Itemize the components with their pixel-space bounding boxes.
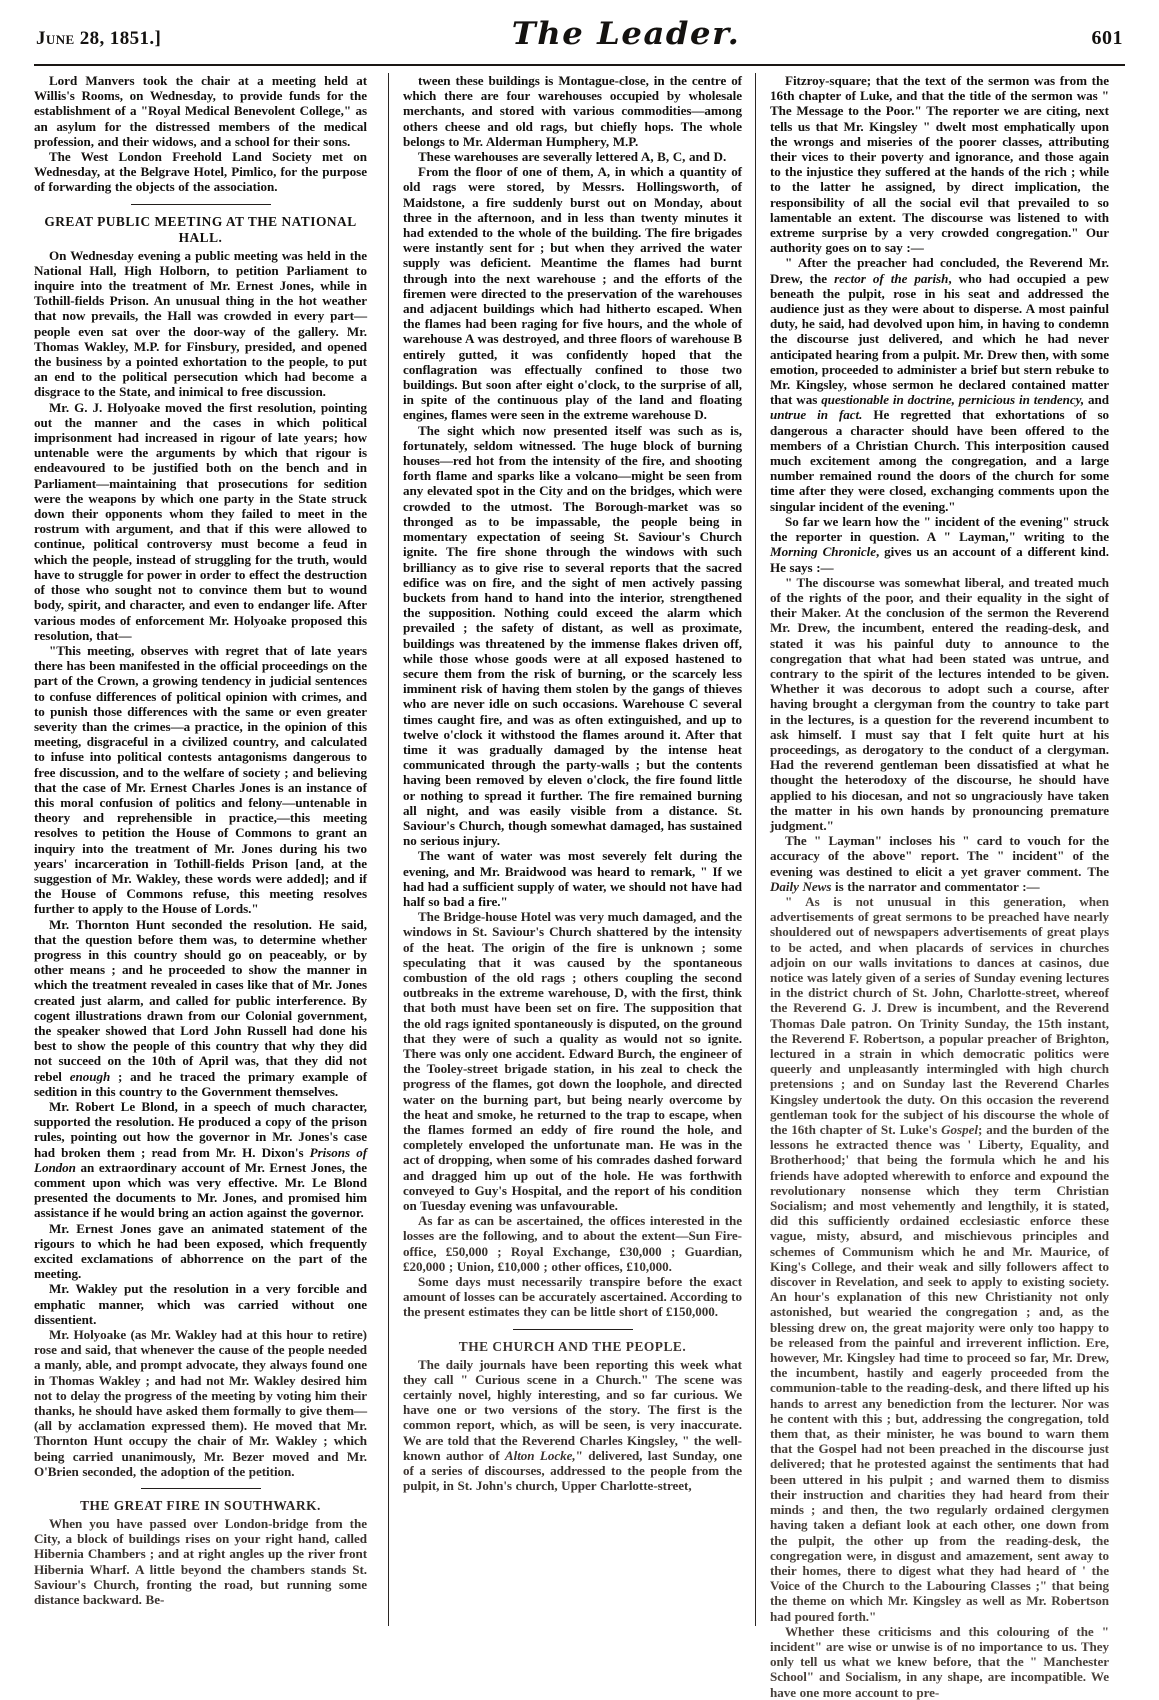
paragraph: So far we learn how the " incident of the evening" struck the reporter in question. A " Layman," writing to the Morning Chronicle, gives us an account of a different kind. He says :—: [770, 513, 1109, 575]
paragraph: The " Layman" incloses his " card to vouch for the accuracy of the above" report. The " incident" of the evening was destined to elicit a yet graver comment. The Daily News is the narrator and commentator :—: [770, 833, 1109, 894]
paragraph: The want of water was most severely felt during the evening, and Mr. Braidwood was heard to remark, " If we had had a sufficient supply of water, we should not have had half so bad a fire.": [403, 848, 742, 909]
paragraph: Fitzroy-square; that the text of the sermon was from the 16th chapter of Luke, and that the title of the sermon was " The Message to the Poor." The reporter we are citing, next tells us that Mr. Kingsley " dwelt most emphatically upon the wrongs and miseries of the poorer classes, attributing their vices to their poverty and ignorance, and those again to the injustice they suffered at the hands of the rich ; while to the latter he assigned, by direct implication, the responsibility of all the social evil that prevailed to so lamentable an extent. The discourse was listened to with extreme surprise by a very crowded congregation." Our authority goes on to say :—: [770, 73, 1109, 256]
paragraph: When you have passed over London-bridge from the City, a block of buildings rises on your right hand, called Hibernia Chambers ; and at right angles up the river front Hibernia Wharf. A little beyond the chambers stands St. Saviour's Church, fronting the road, but running some distance backward. Be-: [34, 1516, 367, 1608]
paragraph-insurance-losses: As far as can be ascertained, the offices interested in the losses are the following, and to about the extent—Sun Fire-office, £50,000 ; Royal Exchange, £30,000 ; Guardian, £20,000 ; Union, £10,000 ; other offices, £10,000.: [403, 1213, 742, 1274]
paragraph-quote-daily-news: " As is not unusual in this generation, when advertisements of great sermons to be preached have nearly shouldered out of newspapers advertisements of great plays to be acted, and when placards of services in churches adjoin on our walls invitations to dances at casinos, due notice was lately given of a series of Sunday evening lectures in the district church of St. John, Charlotte-street, whereof the Reverend G. J. Drew is incumbent, and the Reverend Thomas Dale patron. On Trinity Sunday, the 15th instant, the Reverend F. Robertson, a popular preacher of Brighton, lectured in a strain in which democratic politics were queerly and unpleasantly intermingled with high church pretensions ; and on Sunday last the Reverend Charles Kingsley undertook the duty. On this occasion the reverend gentleman took for the subject of his discourse the whole of the 16th chapter of St. Luke's Gospel; and the burden of the lessons he extracted thence was ' Liberty, Equality, and Brotherhood;' that being the formula which he and his friends have adopted wherewith to enforce and expound the revolutionary nonsense which they term Christian Socialism; and most vehemently and lengthily, it is stated, did this sufficiently ordained ecclesiastic enforce these vague, misty, absurd, and mischievous principles and schemes of Communism which he and Mr. Maurice, of King's College, and their weak and silly followers affect to discover in Revelation, and seek to apply to existing society. An hour's explanation of this new Christianity not only astonished, but wearied the congregation ; and, as the blessing drew on, the great majority were only too happy to be released from the painful and irreverent infliction. Ere, however, Mr. Kingsley had time to proceed so far, Mr. Drew, the incumbent, hastily and eagerly proceeded from the communion-table to the reading-desk, and there lifted up his hands to arrest any benediction from the lecturer. Nor was he content with this ; but, addressing the congregation, told them that, as their minister, he was bound to warn them that the Gospel had not been preached in the discourse just delivered; that he protested against the sentiments that had been uttered in his pulpit ; and warned them to dismiss their instruction and charities they had heard from their minds ; and then, the two regularly ordained clergymen having taken a defiant look at each other, one down from the pulpit, the other up from the reading-desk, the congregation were, in disgust and amazement, sent away to their homes, there to digest what they had heard of ' the Voice of the Church to the Labouring Classes ;" that being the theme on which Mr. Kingsley as well as Mr. Robertson had poured forth.": [770, 893, 1109, 1624]
paragraph: Mr. Ernest Jones gave an animated statement of the rigours to which he had been exposed, which frequently excited exclamations of abhorrence on the part of the meeting.: [34, 1220, 367, 1282]
section-divider-rule: [131, 204, 271, 205]
section-heading-national-hall: [34, 214, 367, 246]
paragraph: The West London Freehold Land Society met on Wednesday, at the Belgrave Hotel, Pimlico, for the purpose of forwarding the objects of the association.: [34, 149, 367, 195]
paragraph: These warehouses are severally lettered A, B, C, and D.: [418, 149, 727, 165]
paragraph-resolution-quote: "This meeting, observes with regret that of late years there has been manifested in the official proceedings on the part of the Crown, a growing tendency in judicial sentences to confuse differences of political opinion with crimes, and to punish those differences with the same or even greater severity than the crimes—a practice, in the opinion of this meeting, disgraceful in a civilized country, and calculated to infuse into political contests antagonisms dangerous to free discussion, and to the welfare of society ; and believing that the case of Mr. Ernest Charles Jones is an instance of this moral confusion of politics and felony—untenable in theory and reprehensible in practice,—this meeting resolves to petition the House of Commons to grant an inquiry into the treatment of Mr. Jones during his two years' incarceration in Tothill-fields Prison [and, at the suggestion of Mr. Wakley, these words were added]; and if the House of Commons refuse, this meeting resolves further to apply to the House of Lords.": [34, 642, 367, 917]
page-masthead: [0, 0, 1159, 58]
section-heading-great-fire: THE GREAT FIRE IN SOUTHWARK.: [80, 1498, 321, 1514]
column-2: [388, 73, 742, 1626]
section-heading-line-1: GREAT PUBLIC MEETING AT THE NATIONAL: [44, 213, 357, 229]
paragraph-quote: " The discourse was somewhat liberal, and treated much of the rights of the poor, and their equality in the sight of their Maker. At the conclusion of the sermon the Reverend Mr. Drew, the incumbent, entered the reading-desk, and stated it was his painful duty to announce to the congregation that what had been stated was untrue, and contrary to the spirit of the lectures intended to be given. Whether it was decorous to adopt such a course, after having brought a clergyman from the country to take part in the lectures, is a question for the reverend incumbent to ask himself. I must say that I felt quite hurt at his proceedings, as derogatory to the conduct of a clergyman. Had the reverend gentleman been dissatisfied at what he thought the heterodoxy of the discourse, he should have applied to his diocesan, and not so ungraciously have taken the matter in his own hands by pronouncing premature judgment.": [770, 574, 1109, 833]
paragraph: Mr. G. J. Holyoake moved the first resolution, pointing out the manner and the cases in which political imprisonment had increased in rigour of late years; how untenable were the arguments by which that rigour is endeavoured to be justified both on the bench and in Parliament—maintaining that prosecutions for sedition were the weapons by which one party in the State struck down their opponents whom they failed to meet in the rostrum with argument, and that if this were allowed to continue, political controversy must become a feud in which the people, instead of struggling for the truth, would have to struggle for power in order to effect the destruction of those who sought not to convince them but to wound body, spirit, and character, and even to endanger life. After various modes of enforcement Mr. Holyoake proposed this resolution, that—: [34, 399, 367, 643]
section-heading-line-2: HALL.: [178, 229, 223, 245]
paragraph: Mr. Holyoake (as Mr. Wakley had at this hour to retire) rose and said, that whenever the cause of the people needed a manly, able, and prompt advocate, they always found one in Thomas Wakley ; and had not Mr. Wakley desired him not to delay the progress of the meeting by voting him their thanks, he should have asked them formally to give them—(all by acclamation expressed them). He moved that Mr. Thornton Hunt occupy the chair of Mr. Wakley ; which being carried unanimously, Mr. Bezer moved and Mr. O'Brien seconded, the adoption of the petition.: [34, 1327, 367, 1479]
issue-date: June 28, 1851.]: [36, 28, 162, 49]
paragraph: Whether these criticisms and this colouring of the " incident" are wise or unwise is of no importance to us. They only tell us what we knew before, that the " Manchester School" and Socialism, in any shape, are incompatible. We have one more account to pre-: [770, 1623, 1109, 1700]
paper-title: The Leader.: [512, 16, 741, 52]
column-1: [34, 73, 375, 1626]
paragraph: tween these buildings is Montague-close, in the centre of which there are four warehouses occupied by wholesale merchants, and stored with various commodities—among others cheese and old rags, but chiefly hops. The whole belongs to Mr. Alderman Humphery, M.P.: [403, 73, 742, 149]
paragraph: On Wednesday evening a public meeting was held in the National Hall, High Holborn, to petition Parliament to inquire into the treatment of Mr. Ernest Jones, while in Tothill-fields Prison. An unusual thing in the hot weather that now prevails, the Hall was crowded in every part—people even sat over the door-way of the gallery. Mr. Thomas Wakley, M.P. for Finsbury, presided, and opened the business by a pointed exhortation to the people, to put an end to the political persecution which had become a disgrace to the State, and inimical to free discussion.: [34, 247, 367, 400]
section-divider-rule: [513, 1329, 633, 1330]
page-number: 601: [1091, 27, 1123, 49]
paragraph: Mr. Wakley put the resolution in a very forcible and emphatic manner, which was carried without one dissentient.: [34, 1281, 367, 1327]
paragraph: The Bridge-house Hotel was very much damaged, and the windows in St. Saviour's Church shattered by the intensity of the heat. The origin of the fire is unknown ; some speculating that it was caused by the spontaneous combustion of the old rags ; others coupling the second outbreaks in the extreme warehouse, D, with the first, think that both must have been set on fire. The supposition that the old rags ignited spontaneously is disputed, on the ground that they were of such a quality as would not so ignite. There was only one accident. Edward Burch, the engineer of the Tooley-street brigade station, in his zeal to check the progress of the flames, got down the loophole, and directed water on the burning part, but being nearly overcome by the heat and smoke, he returned to the trap to escape, when the flames formed an eddy of fire round the hole, and completely enveloped the unfortunate man. He was in the act of dropping, when some of his comrades dashed forward and dragged him up out of the hole. He was forthwith conveyed to Guy's Hospital, and the report of his condition on Tuesday evening was unfavourable.: [403, 909, 742, 1214]
section-heading-church-and-people: THE CHURCH AND THE PEOPLE.: [458, 1338, 687, 1354]
paragraph: Some days must necessarily transpire before the exact amount of losses can be accurately ascertained. According to the present estimates they can be little short of £150,000.: [403, 1274, 742, 1320]
paragraph: From the floor of one of them, A, in which a quantity of old rags were stored, by Messrs. Hollingsworth, of Maidstone, a fire suddenly burst out on Monday, about three in the afternoon, and in less than twenty minutes it had extended to the whole of the building. The fire brigades were instantly sent for ; but when they arrived the water supply was deficient. Meantime the flames had burnt through into the next warehouse ; and the efforts of the firemen were directed to the preservation of the warehouses and adjacent buildings which had hitherto escaped. When the flames had been raging for five hours, and the whole of warehouse A was destroyed, and three floors of warehouse B entirely gutted, it was confidently hoped that the conflagration was effectually confined to those two buildings. But soon after eight o'clock, to the surprise of all, in spite of the continuous play of the land and floating engines, flames were seen in the extreme warehouse D.: [403, 164, 742, 423]
article-columns: [0, 66, 1159, 1700]
masthead-row: [36, 16, 1123, 52]
paragraph-quote: " After the preacher had concluded, the Reverend Mr. Drew, the rector of the parish, who had occupied a pew beneath the pulpit, rose in his seat and addressed the audience just as they were about to disperse. A most painful duty, he said, had devolved upon him, in having to condemn the discourse just delivered, and which he had never anticipated hearing from a pulpit. Mr. Drew then, with some emotion, proceeded to administer a brief but stern rebuke to Mr. Kingsley, whose sermon he declared contained matter that was questionable in doctrine, pernicious in tendency, and untrue in fact. He regretted that exhortations of so dangerous a character should have been offered to the members of a Christian Church. This interposition caused much excitement among the congregation, and a large number remained round the doors of the church for some time after they were closed, exchanging comments upon the singular incident of the evening.": [770, 255, 1109, 514]
paragraph: The sight which now presented itself was such as is, fortunately, seldom witnessed. The huge block of burning houses—red hot from the intensity of the fire, and shooting forth flame and sparks like a volcano—might be seen from any elevated spot in the City and on the bridges, which were crowded to the utmost. The Borough-market was so thronged as to be impassable, the people being in momentary expectation of seeing St. Saviour's Church ignite. The fire shone through the windows with such brilliancy as to give rise to several reports that the sacred edifice was on fire, and the sight of men actively passing buckets from hand to hand into the interior, strengthened the supposition. Nothing could exceed the alarm which prevailed ; the safety of distant, as well as proximate, buildings was threatened by the immense flakes driven off, while those whose goods were at all exposed hastened to secure them from the risk of burning, or the scarcely less imminent risk of having them stolen by the gangs of thieves who are never idle on such occasions. Warehouse C several times caught fire, and was as often extinguished, and up to twelve o'clock it withstood the flames around it. After that time it was gradually damaged by the intense heat communicated through the party-walls ; but the contents having been removed by eleven o'clock, the fire found little or nothing to spread it further. The fire remained burning all night, and was easily visible from a distance. St. Saviour's Church, though somewhat damaged, has sustained no serious injury.: [403, 422, 742, 849]
column-3: [755, 73, 1109, 1700]
section-divider-rule: [141, 1488, 261, 1489]
paragraph: Lord Manvers took the chair at a meeting held at Willis's Rooms, on Wednesday, to provide funds for the establishment of a "Royal Medical Benevolent College," as an asylum for the distressed members of the medical profession, and their widows, and a school for their sons.: [34, 73, 367, 149]
paragraph: Mr. Thornton Hunt seconded the resolution. He said, that the question before them was, to determine whether progress in this country should go on peaceably, or by other means ; and he proceeded to show the manner in which the treatment revealed in cases like that of Mr. Jones created just alarm, and called for public interference. By cogent illustrations drawn from our Colonial government, the speaker showed that Lord John Russell had done his best to show the people of this country that why they did not succeed on the 10th of April was, that they did not rebel enough ; and he traced the primary example of sedition in this country to the Government themselves.: [34, 916, 367, 1099]
paragraph: Mr. Robert Le Blond, in a speech of much character, supported the resolution. He produced a copy of the prison rules, pointing out how the governor in Mr. Jones's case had broken them ; read from Mr. H. Dixon's Prisons of London an extraordinary account of Mr. Ernest Jones, the comment upon which was very effective. Mr. Le Blond presented the documents to Mr. Jones, and promised him assistance if he would bring an action against the governor.: [34, 1099, 368, 1221]
paragraph: The daily journals have been reporting this week what they call " Curious scene in a Church." The scene was certainly novel, highly interesting, and so far curious. We have one or two versions of the story. The first is the common report, which, as will be seen, is very inaccurate. We are told that the Reverend Charles Kingsley, " the well-known author of Alton Locke," delivered, last Sunday, one of a series of discourses, addressed to the people from the pulpit, in St. John's church, Upper Charlotte-street,: [403, 1356, 742, 1494]
